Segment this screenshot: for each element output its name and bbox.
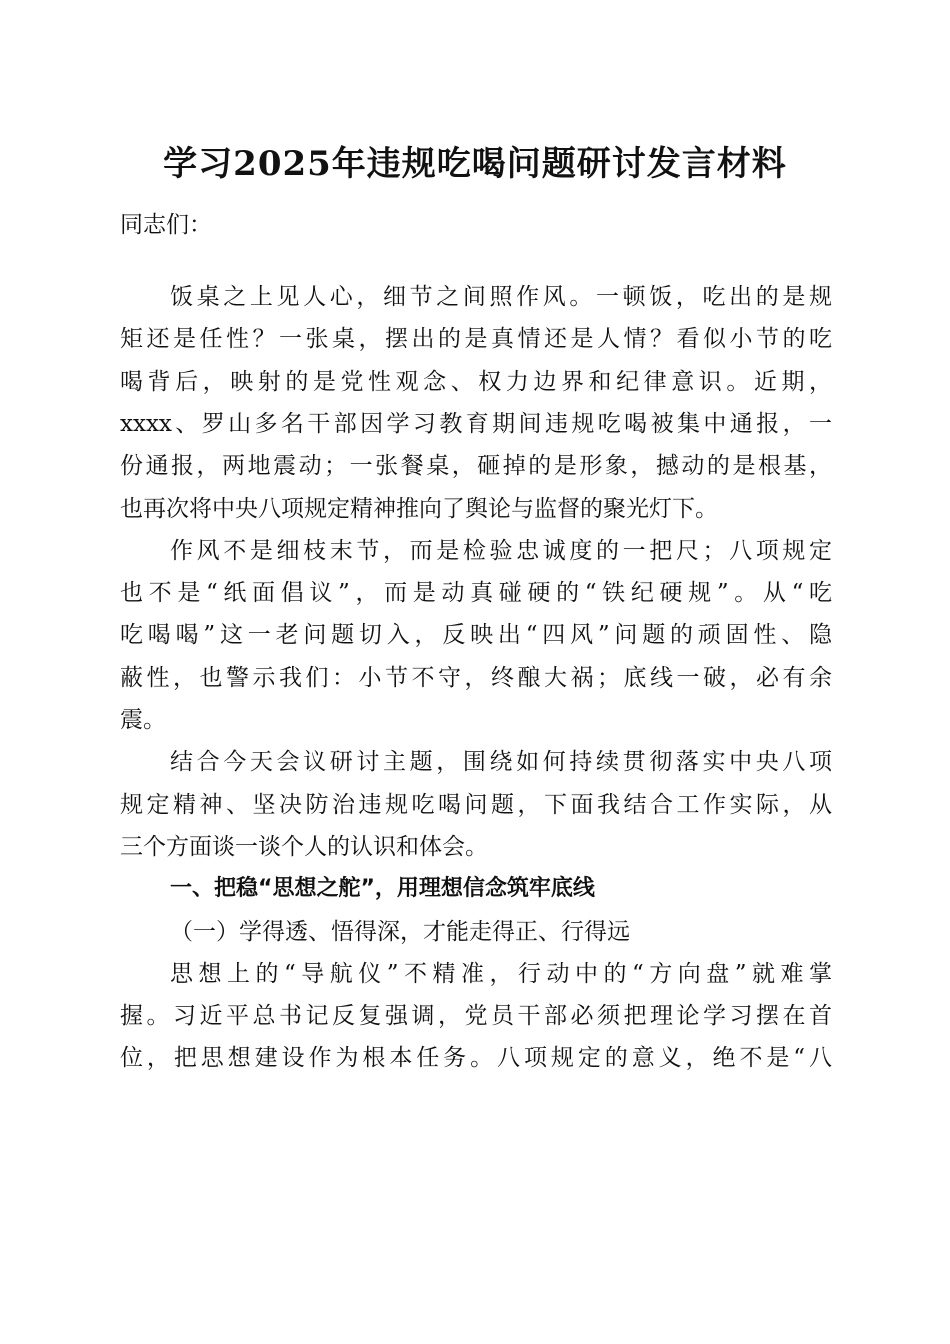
- paragraph-line: 饭桌之上见人心，细节之间照作风。一顿饭，吃出的是规: [170, 284, 832, 310]
- paragraph-line: 也再次将中央八项规定精神推向了舆论与监督的聚光灯下。: [120, 495, 718, 522]
- document-title: 学习2025年违规吃喝问题研讨发言材料: [163, 144, 787, 184]
- paragraph-line: 规定精神、坚决防治违规吃喝问题，下面我结合工作实际，从: [120, 791, 832, 818]
- paragraph-line: xxxx、罗山多名干部因学习教育期间违规吃喝被集中通报，一: [120, 410, 832, 437]
- salutation: 同志们：: [120, 212, 212, 238]
- paragraph-line: 握。习近平总书记反复强调，党员干部必须把理论学习摆在首: [120, 1003, 832, 1030]
- paragraph-line: 位，把思想建设作为根本任务。八项规定的意义，绝不是“八: [120, 1045, 832, 1072]
- paragraph-line: 三个方面谈一谈个人的认识和体会。: [120, 833, 488, 860]
- paragraph-line: 震。: [120, 707, 166, 733]
- paragraph-line: 也不是“纸面倡议”，而是动真碰硬的“铁纪硬规”。从“吃: [120, 580, 832, 607]
- paragraph-line: 吃喝喝”这一老问题切入，反映出“四风”问题的顽固性、隐: [120, 622, 832, 649]
- paragraph-line: 结合今天会议研讨主题，围绕如何持续贯彻落实中央八项: [170, 749, 832, 776]
- paragraph-line: 蔽性，也警示我们：小节不守，终酿大祸；底线一破，必有余: [120, 664, 832, 691]
- paragraph-line: 喝背后，映射的是党性观念、权力边界和纪律意识。近期，: [120, 368, 832, 395]
- paragraph-line: 份通报，两地震动；一张餐桌，砸掉的是形象，撼动的是根基，: [120, 453, 832, 480]
- subsection-heading: （一）学得透、悟得深，才能走得正、行得远: [170, 918, 630, 945]
- paragraph-line: 思想上的“导航仪”不精准，行动中的“方向盘”就难掌: [170, 960, 832, 987]
- paragraph-line: 作风不是细枝末节，而是检验忠诚度的一把尺；八项规定: [170, 537, 832, 564]
- section-heading: 一、把稳“思想之舵”，用理想信念筑牢底线: [170, 876, 595, 902]
- paragraph-line: 矩还是任性？一张桌，摆出的是真情还是人情？看似小节的吃: [120, 326, 832, 353]
